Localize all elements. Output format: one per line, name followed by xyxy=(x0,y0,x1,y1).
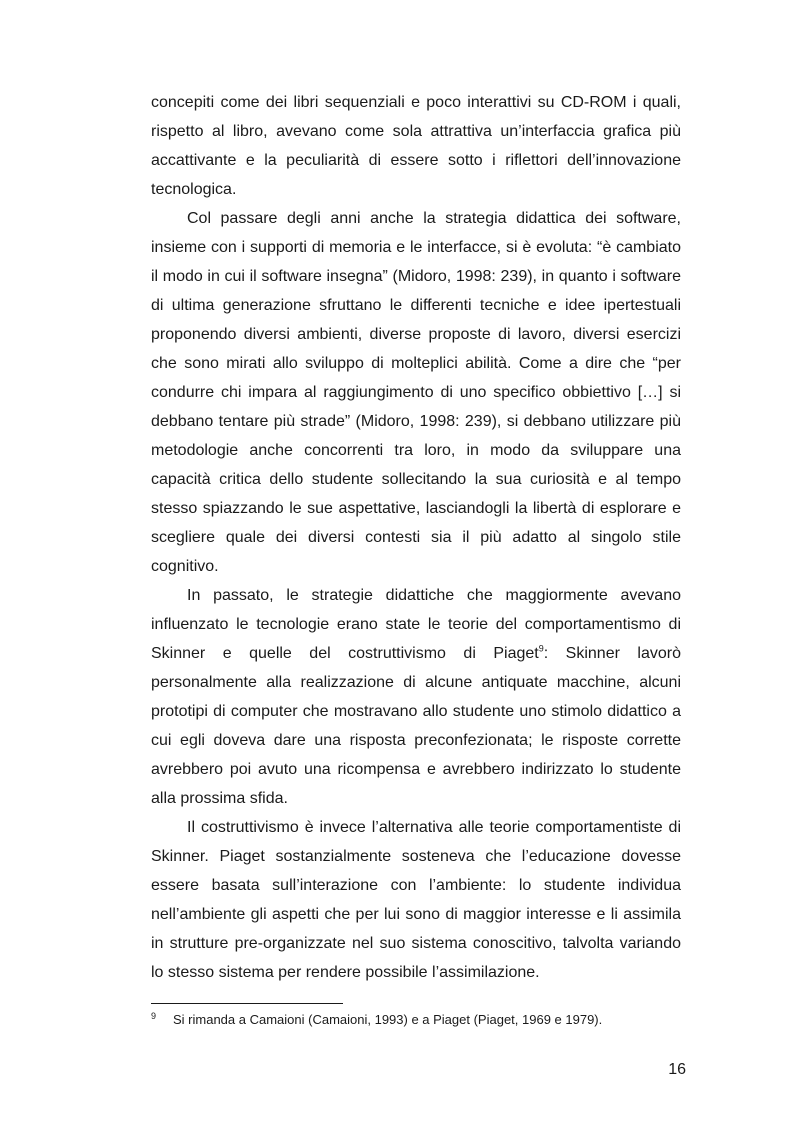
footnote-reference[interactable]: 9 xyxy=(538,643,544,654)
paragraph-4: Il costruttivismo è invece l’alternativa alle teorie comportamentiste di Skinner. Piaget sostanzialmente sosteneva che l’educazione dovesse essere basata sull’interazione con l’ambiente: lo studente individua nell’ambiente gli aspetti che per lui sono di maggior interesse e li assimila in strutture pre-organizzate nel suo sistema conoscitivo, talvolta variando lo stesso sistema per rendere possibile l’assimilazione. xyxy=(151,819,681,981)
footnote-divider xyxy=(151,1003,343,1004)
paragraph-2: Col passare degli anni anche la strategia didattica dei software, insieme con i supporti di memoria e le interfacce, si è evoluta: “è cambiato il modo in cui il software insegna” (Midoro, 1998: 239), in quanto i software di ultima generazione sfruttano le differenti tecniche e idee ipertestuali proponendo diversi ambienti, diverse proposte di lavoro, diversi esercizi che sono mirati allo sviluppo di molteplici abilità. Come a dire che “per condurre chi impara al raggiungimento di uno specifico obbiettivo […] si debbano tentare più strade” (Midoro, 1998: 239), si debbano utilizzare più metodologie anche concorrenti tra loro, in modo da sviluppare una capacità critica dello studente sollecitando la sua curiosità e al tempo stesso spiazzando le sue aspettative, lasciandogli la libertà di esplorare e scegliere quale dei diversi contesti sia il più adatto al singolo stile cognitivo. xyxy=(151,210,681,575)
page-number: 16 xyxy=(668,1061,686,1078)
paragraph-1: concepiti come dei libri sequenziali e poco interattivi su CD-ROM i quali, rispetto al libro, avevano come sola attrattiva un’interfaccia grafica più accattivante e la peculiarità di essere sotto i riflettori dell’innovazione tecnologica. xyxy=(151,94,681,198)
paragraph-3 xyxy=(151,581,681,813)
footnote-marker: 9 xyxy=(151,1011,157,1021)
body-text xyxy=(151,88,681,987)
paragraph-3-text-b: : Skinner lavorò personalmente alla realizzazione di alcune antiquate macchine, alcuni prototipi di computer che mostravano allo studente uno stimolo didattico a cui egli doveva dare una risposta preconfezionata; le risposte corrette avrebbero poi avuto una ricompensa e avrebbero indirizzato lo studente alla prossima sfida. xyxy=(151,645,681,807)
footnote-text: Si rimanda a Camaioni (Camaioni, 1993) e a Piaget (Piaget, 1969 e 1979). xyxy=(173,1012,603,1027)
paragraph-3-text-a: In passato, le strategie didattiche che maggiormente avevano influenzato le tecnologie erano state le teorie del comportamentismo di Skinner e quelle del costruttivismo di Piaget xyxy=(151,587,681,662)
